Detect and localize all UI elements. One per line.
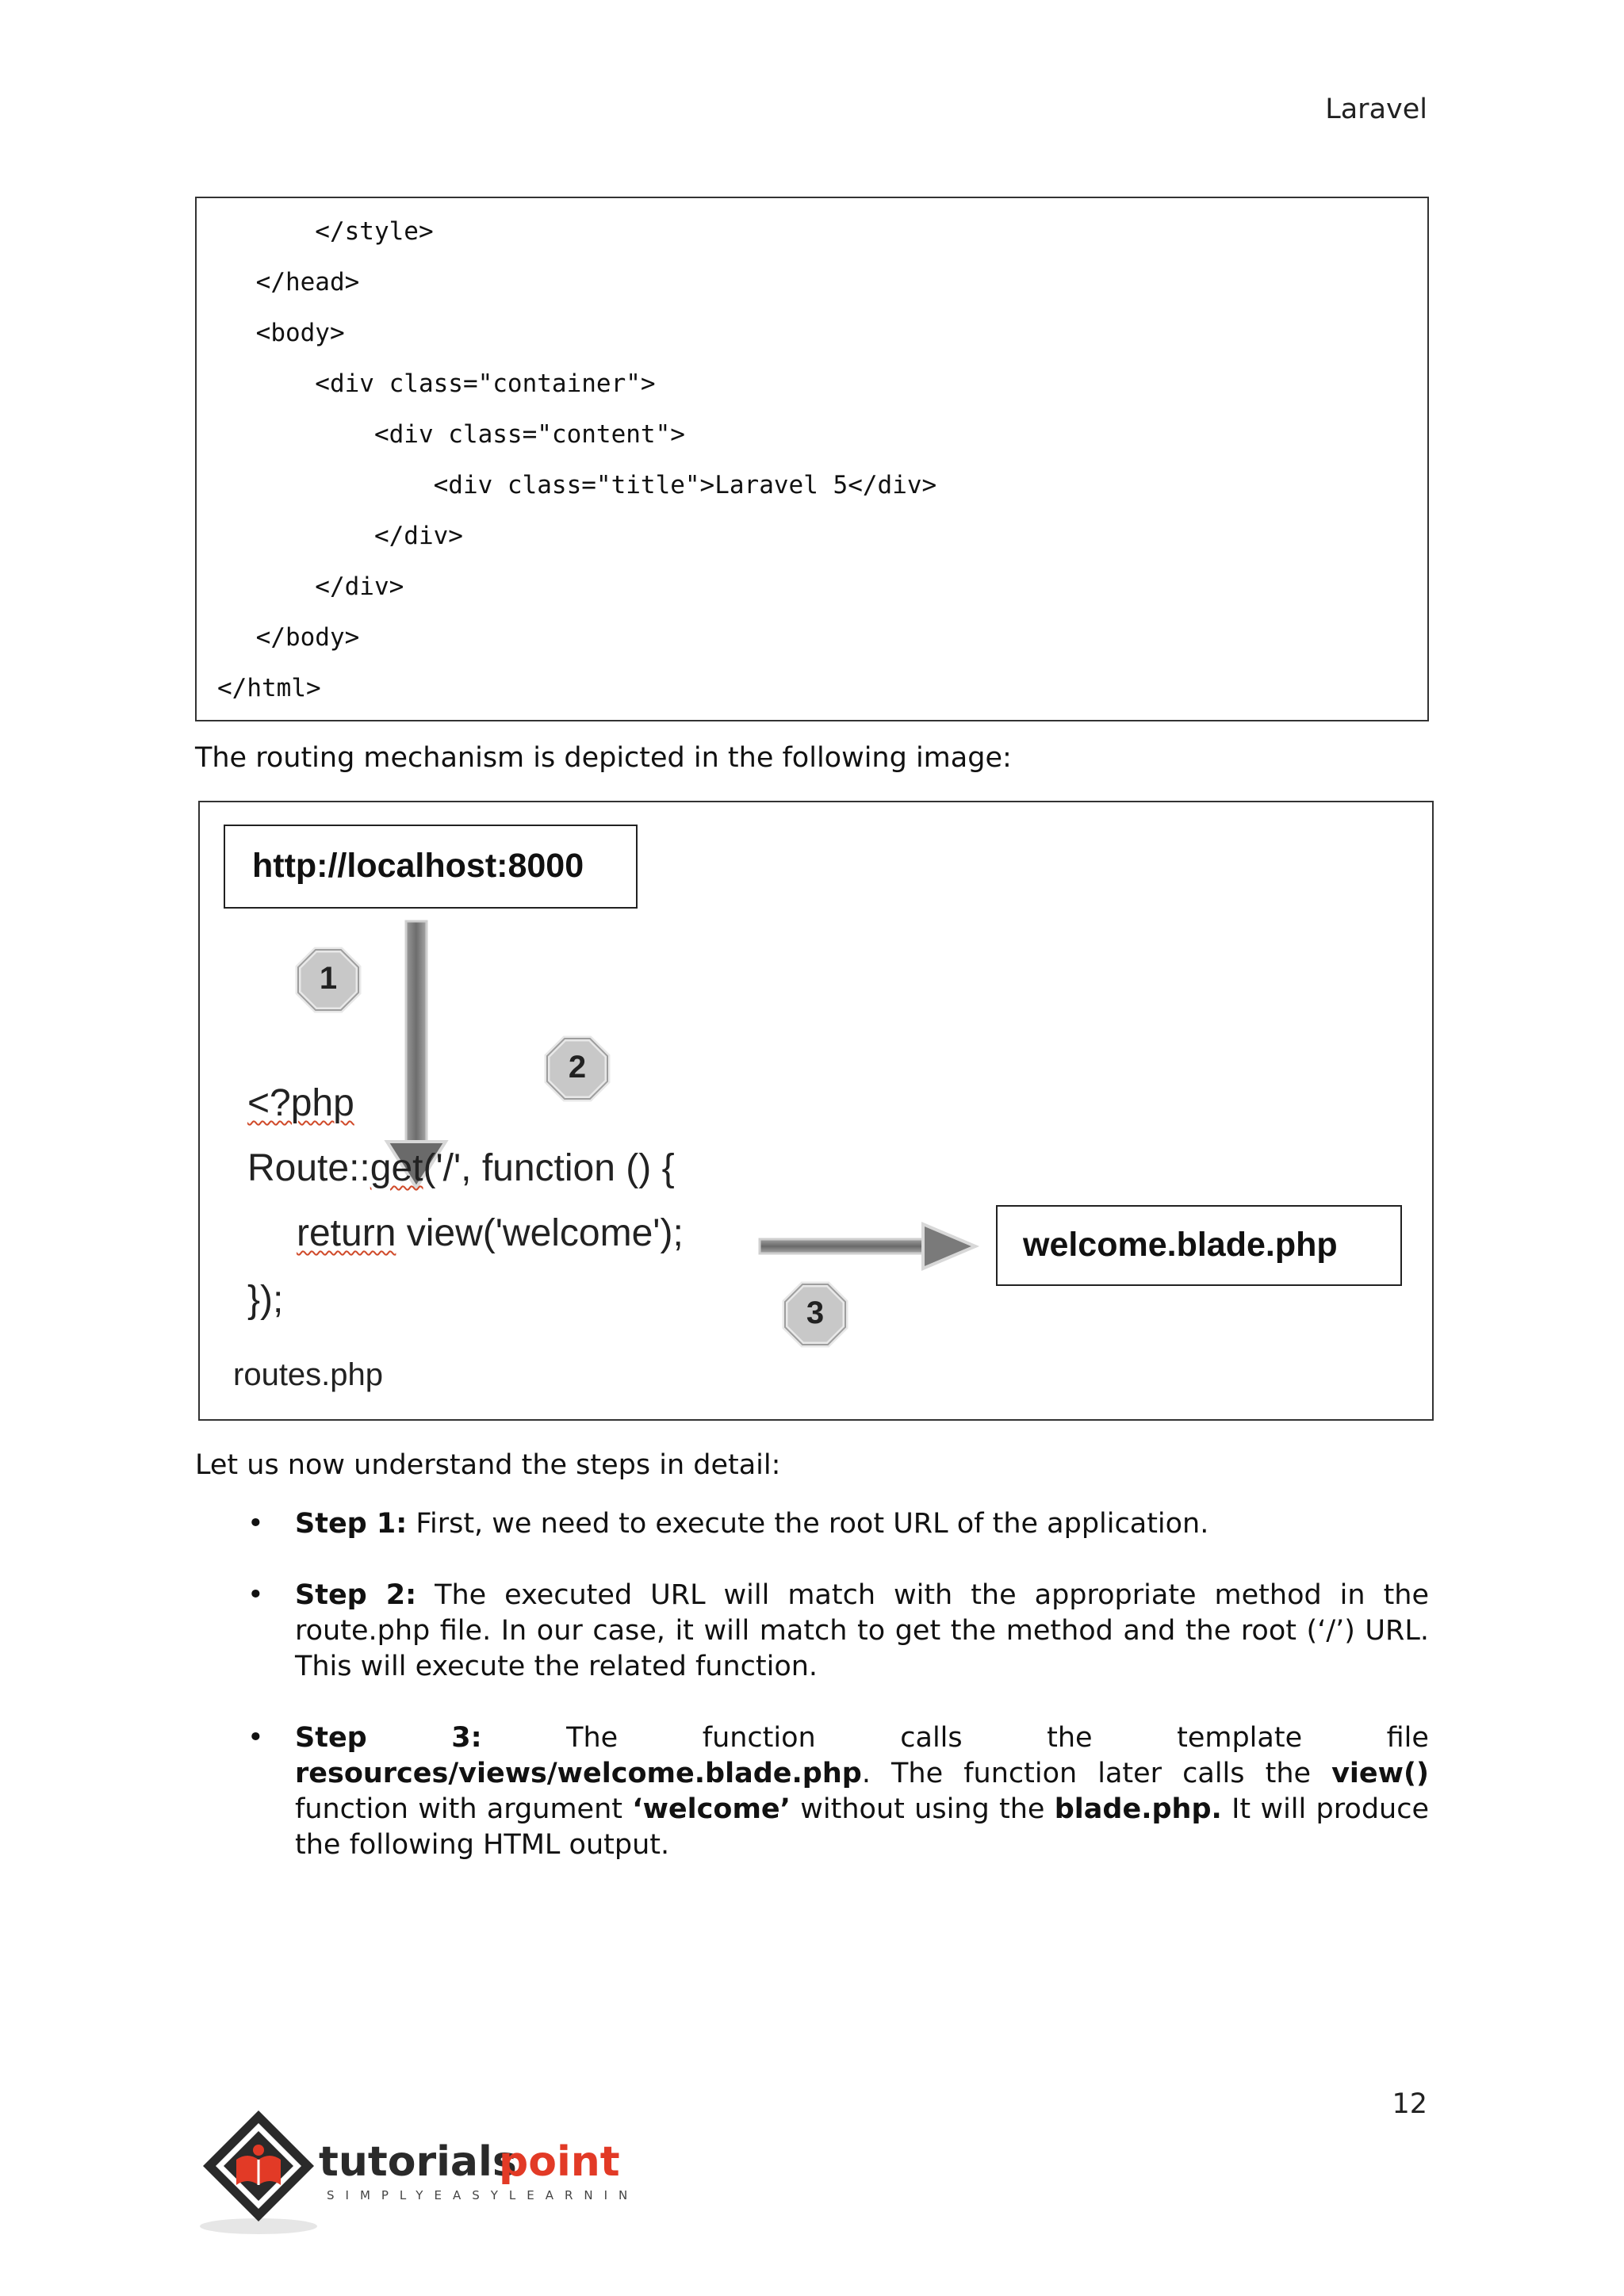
step-3-word: file [1386, 1722, 1429, 1754]
logo-tagline: SIMPLYEASYLEARNING [327, 2188, 639, 2202]
logo-text-b: point [499, 2138, 620, 2186]
step-3-rest [295, 1756, 1429, 1863]
code-line: </html> [217, 674, 321, 702]
step-3-word: template [1177, 1722, 1303, 1754]
bullet: • [247, 1722, 264, 1754]
step-3-t2: function with argument [295, 1793, 633, 1825]
intro-paragraph: The routing mechanism is depicted in the following image: [195, 742, 1012, 774]
bullet: • [247, 1579, 264, 1611]
step-1-text [295, 1506, 1429, 1542]
code-line: <div class="title">Laravel 5</div> [197, 471, 937, 499]
step-3-view: view() [1331, 1758, 1429, 1789]
tutorialspoint-logo [195, 2104, 639, 2242]
step-3-word: The [566, 1722, 619, 1754]
code-line: </body> [197, 623, 360, 652]
step-3-t1: . The function later calls the [861, 1758, 1332, 1789]
step-2-body: The executed URL will match with the appropriate method in the route.php file. In our case, it will match to get the method and the root (‘/’) URL. This will execute the related function. [295, 1579, 1430, 1682]
step-2-label: Step 2: [295, 1579, 417, 1611]
code-line: </head> [197, 268, 360, 297]
step-3-text [295, 1720, 1429, 1863]
route-line [247, 1146, 675, 1190]
logo-text-a: tutorials [319, 2138, 517, 2186]
route-prefix: Route:: [247, 1147, 370, 1189]
step-3-badge-label: 3 [806, 1295, 825, 1330]
code-block [195, 197, 1429, 721]
code-line: </style> [197, 217, 434, 246]
php-open-tag: <?php [247, 1082, 354, 1124]
step-3-t4: It will produce the following HTML output. [295, 1793, 1429, 1861]
code-line: </div> [197, 572, 404, 601]
step-3-t3: without using the [790, 1793, 1055, 1825]
steps-intro: Let us now understand the steps in detail: [195, 1449, 781, 1481]
page-number: 12 [1392, 2088, 1427, 2120]
code-line: <div class="container"> [197, 369, 656, 398]
route-get: get [370, 1147, 423, 1189]
page-header-title: Laravel [1325, 94, 1427, 125]
return-rest: view('welcome'); [396, 1212, 684, 1254]
step-1-badge-label: 1 [319, 961, 338, 996]
routes-file-label: routes.php [233, 1357, 384, 1392]
route-rest: ('/', function () { [423, 1147, 675, 1189]
step-2-badge-label: 2 [568, 1050, 587, 1085]
code-line: </div> [197, 522, 463, 550]
logo-graphic [195, 2104, 639, 2239]
step-2-text [295, 1578, 1429, 1685]
return-line [297, 1211, 684, 1255]
step-3-path: resources/views/welcome.blade.php [295, 1758, 862, 1789]
step-3-word: the [1047, 1722, 1093, 1754]
routing-diagram [198, 801, 1434, 1421]
step-3-word: function [702, 1722, 816, 1754]
book-diamond-icon [203, 2110, 314, 2221]
step-3-first-line [295, 1720, 1429, 1756]
step-3-arg: ‘welcome’ [632, 1793, 791, 1825]
closing-line: }); [247, 1279, 284, 1321]
step-3-blade: blade.php. [1054, 1793, 1222, 1825]
step-3-label-a: Step [295, 1722, 367, 1754]
step-1-body: First, we need to execute the root URL of the application. [407, 1508, 1209, 1540]
step-3-word: calls [900, 1722, 963, 1754]
code-line: <body> [197, 319, 345, 347]
return-keyword: return [297, 1212, 396, 1254]
step-1-label: Step 1: [295, 1508, 408, 1540]
bullet: • [247, 1508, 264, 1540]
code-line: <div class="content"> [197, 420, 685, 449]
step-3-label-b: 3: [451, 1722, 482, 1754]
target-view-box: welcome.blade.php [996, 1205, 1402, 1286]
right-arrow-icon [760, 1224, 975, 1269]
url-box: http://localhost:8000 [224, 825, 638, 909]
